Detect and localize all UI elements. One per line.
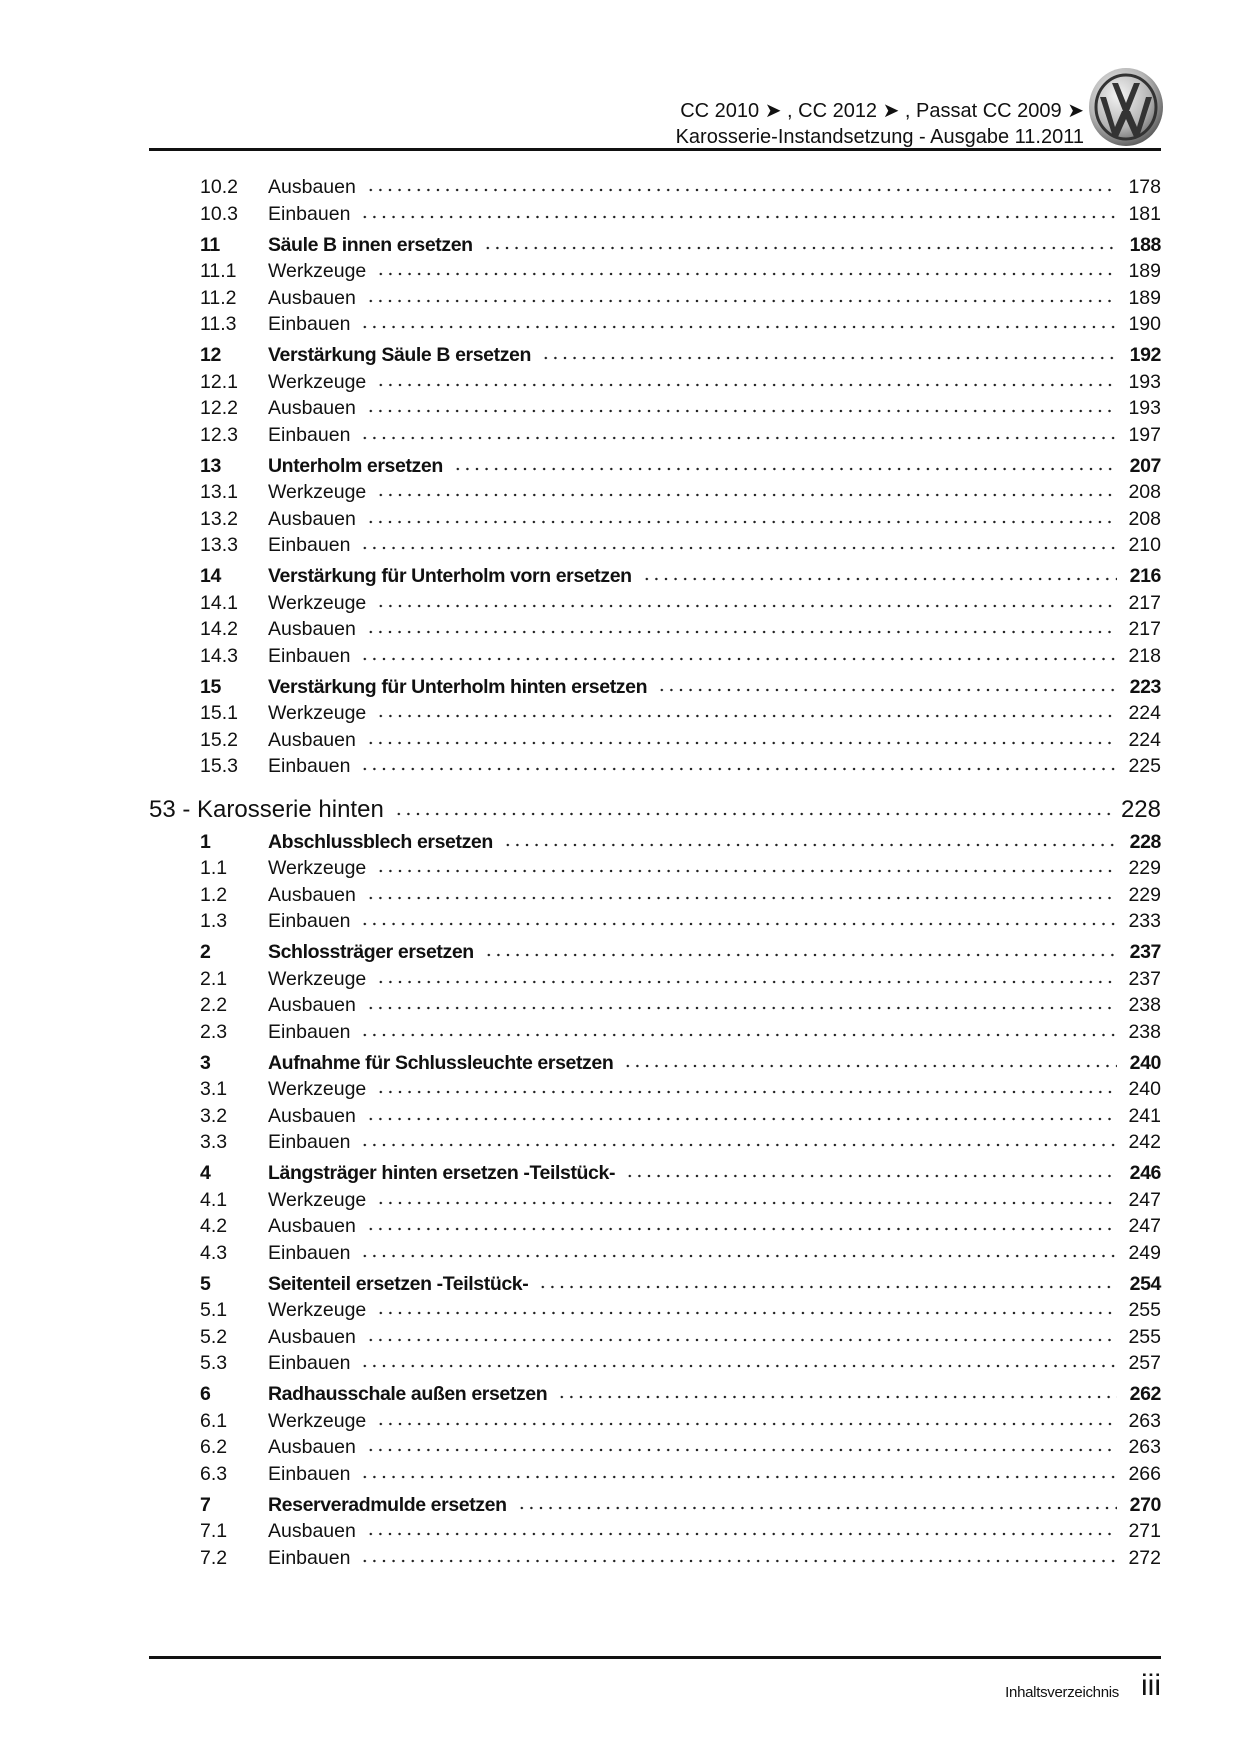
vw-logo-icon	[1088, 67, 1164, 147]
toc-page-number: 193	[1128, 397, 1161, 419]
dot-leader	[517, 1505, 1117, 1511]
toc-title: 53 - Karosserie hinten	[149, 795, 384, 823]
toc-number: 12	[200, 344, 221, 366]
toc-page-number: 217	[1128, 618, 1161, 640]
dot-leader	[376, 492, 1117, 498]
toc-page-number: 247	[1128, 1215, 1161, 1237]
toc-page-number: 255	[1128, 1325, 1161, 1348]
toc-title: Verstärkung für Unterholm vorn ersetzen	[268, 565, 632, 587]
toc-page-number: 218	[1128, 644, 1161, 667]
toc-number: 2	[200, 941, 211, 963]
dot-leader	[625, 1173, 1117, 1179]
dot-leader	[376, 1089, 1117, 1095]
toc-title: Abschlussblech ersetzen	[268, 830, 493, 853]
toc-page-number: 197	[1128, 423, 1161, 446]
toc-number: 11.1	[200, 260, 237, 282]
toc-title: Ausbauen	[268, 883, 356, 906]
dot-leader	[360, 1474, 1117, 1480]
toc-number: 15.3	[200, 755, 238, 777]
toc-number: 4	[200, 1162, 211, 1184]
toc-page-number: 270	[1129, 1493, 1161, 1516]
toc-entry[interactable]	[149, 729, 1161, 756]
toc-entry[interactable]	[149, 1242, 1161, 1269]
toc-number: 10.2	[200, 176, 238, 198]
toc-number: 10.3	[200, 202, 238, 225]
toc-section[interactable]	[149, 1052, 1161, 1079]
toc-page-number: 207	[1129, 454, 1161, 477]
dot-leader	[376, 1200, 1117, 1206]
toc-page-number: 192	[1129, 344, 1161, 366]
toc-number: 1.1	[200, 857, 228, 879]
toc-number: 15	[200, 675, 221, 698]
toc-entry[interactable]	[149, 1520, 1161, 1547]
toc-title: Reserveradmulde ersetzen	[268, 1493, 507, 1516]
toc-title: Seitenteil ersetzen -Teilstück-	[268, 1272, 529, 1295]
toc-number: 11	[200, 233, 220, 256]
dot-leader	[360, 766, 1117, 772]
toc-entry[interactable]	[149, 260, 1161, 287]
toc-number: 5.3	[200, 1352, 228, 1374]
toc-title: Werkzeuge	[268, 857, 367, 879]
toc-entry[interactable]	[149, 755, 1161, 782]
toc-title: Verstärkung Säule B ersetzen	[268, 344, 531, 366]
toc-title: Ausbauen	[268, 1436, 356, 1458]
toc-entry[interactable]	[149, 1078, 1161, 1105]
toc-number: 15.2	[200, 728, 238, 751]
toc-section[interactable]	[149, 1162, 1161, 1189]
header-models: CC 2010 ➤ , CC 2012 ➤ , Passat CC 2009 ➤	[680, 100, 1084, 122]
toc-number: 7.2	[200, 1546, 228, 1569]
toc-title: Ausbauen	[268, 1325, 356, 1348]
toc-entry[interactable]	[149, 618, 1161, 645]
toc-number: 3.2	[200, 1104, 228, 1127]
toc-title: Einbauen	[268, 1241, 351, 1264]
toc-title: Einbauen	[268, 910, 351, 932]
toc-page-number: 240	[1129, 1051, 1161, 1074]
toc-page-number: 242	[1128, 1131, 1161, 1153]
toc-entry[interactable]	[149, 397, 1161, 424]
toc-page-number: 216	[1129, 565, 1161, 587]
dot-leader	[484, 952, 1117, 958]
toc-number: 3	[200, 1051, 211, 1074]
toc-number: 6	[200, 1383, 211, 1405]
toc-page-number: 229	[1128, 883, 1161, 906]
dot-leader	[503, 842, 1117, 848]
toc-entry[interactable]	[149, 534, 1161, 561]
dot-leader	[360, 1032, 1117, 1038]
toc-title: Ausbauen	[268, 1215, 356, 1237]
header-rule	[149, 148, 1161, 151]
dot-leader	[366, 1447, 1117, 1453]
toc-number: 14.1	[200, 591, 238, 614]
toc-entry[interactable]	[149, 1189, 1161, 1216]
toc-number: 2.3	[200, 1020, 228, 1043]
toc-page-number: 263	[1128, 1436, 1161, 1458]
dot-leader	[366, 298, 1117, 304]
toc-number: 5.2	[200, 1325, 228, 1348]
table-of-contents	[149, 176, 1161, 1573]
toc-section[interactable]	[149, 344, 1161, 371]
dot-leader	[366, 1531, 1117, 1537]
toc-page-number: 238	[1128, 1020, 1161, 1043]
toc-title: Ausbauen	[268, 397, 356, 419]
toc-title: Werkzeuge	[268, 1409, 367, 1432]
toc-title: Werkzeuge	[268, 1188, 367, 1211]
dot-leader	[657, 687, 1117, 693]
toc-section[interactable]	[149, 676, 1161, 703]
toc-entry[interactable]	[149, 645, 1161, 672]
toc-page-number: 233	[1128, 910, 1161, 932]
toc-title: Längsträger hinten ersetzen -Teilstück-	[268, 1162, 616, 1184]
toc-number: 12.1	[200, 370, 238, 393]
toc-section[interactable]	[149, 831, 1161, 858]
dot-leader	[360, 921, 1117, 927]
toc-number: 5	[200, 1272, 211, 1295]
toc-entry[interactable]	[149, 508, 1161, 535]
toc-entry[interactable]	[149, 702, 1161, 729]
toc-entry[interactable]	[149, 592, 1161, 619]
toc-title: Ausbauen	[268, 176, 356, 198]
dot-leader	[538, 1284, 1117, 1290]
toc-number: 7.1	[200, 1520, 228, 1542]
toc-title: Werkzeuge	[268, 481, 367, 503]
toc-entry[interactable]	[149, 1463, 1161, 1490]
toc-number: 3.1	[200, 1078, 228, 1100]
toc-page-number: 228	[1129, 830, 1161, 853]
dot-leader	[360, 1558, 1117, 1564]
toc-page-number: 188	[1129, 233, 1161, 256]
toc-entry[interactable]	[149, 481, 1161, 508]
toc-section[interactable]	[149, 455, 1161, 482]
toc-page-number: 255	[1128, 1299, 1161, 1321]
toc-title: Aufnahme für Schlussleuchte ersetzen	[268, 1051, 614, 1074]
footer-label: Inhaltsverzeichnis	[1005, 1684, 1119, 1701]
toc-section[interactable]	[149, 234, 1161, 261]
toc-entry[interactable]	[149, 203, 1161, 230]
toc-entry[interactable]	[149, 287, 1161, 314]
toc-page-number: 254	[1129, 1272, 1161, 1295]
toc-entry[interactable]	[149, 1215, 1161, 1242]
toc-entry[interactable]	[149, 968, 1161, 995]
toc-number: 14.3	[200, 644, 238, 667]
toc-number: 13.3	[200, 534, 238, 556]
dot-leader	[366, 895, 1117, 901]
toc-entry[interactable]	[149, 1352, 1161, 1379]
header-title: Karosserie-Instandsetzung - Ausgabe 11.2011	[675, 126, 1084, 148]
dot-leader	[541, 355, 1117, 361]
dot-leader	[376, 713, 1117, 719]
dot-leader	[360, 1363, 1117, 1369]
toc-page-number: 228	[1120, 795, 1161, 823]
toc-section[interactable]	[149, 565, 1161, 592]
toc-entry[interactable]	[149, 1410, 1161, 1437]
toc-number: 2.2	[200, 994, 228, 1016]
toc-title: Ausbauen	[268, 1104, 356, 1127]
toc-title: Werkzeuge	[268, 591, 367, 614]
toc-page-number: 238	[1128, 994, 1161, 1016]
dot-leader	[366, 408, 1117, 414]
toc-number: 12.2	[200, 397, 238, 419]
footer-rule	[149, 1656, 1161, 1659]
toc-number: 6.2	[200, 1436, 228, 1458]
toc-page-number: 208	[1128, 507, 1161, 530]
dot-leader	[376, 271, 1117, 277]
toc-title: Schlossträger ersetzen	[268, 941, 474, 963]
toc-entry[interactable]	[149, 424, 1161, 451]
toc-number: 13.1	[200, 481, 238, 503]
toc-number: 1.2	[200, 883, 228, 906]
toc-section[interactable]	[149, 1383, 1161, 1410]
toc-page-number: 225	[1128, 755, 1161, 777]
dot-leader	[642, 576, 1117, 582]
toc-title: Einbauen	[268, 202, 351, 225]
toc-title: Werkzeuge	[268, 370, 367, 393]
toc-entry[interactable]	[149, 910, 1161, 937]
toc-entry[interactable]	[149, 176, 1161, 203]
toc-number: 3.3	[200, 1131, 228, 1153]
toc-number: 6.3	[200, 1462, 228, 1485]
toc-entry[interactable]	[149, 1547, 1161, 1574]
toc-title: Radhausschale außen ersetzen	[268, 1383, 548, 1405]
toc-number: 15.1	[200, 702, 238, 724]
toc-title: Unterholm ersetzen	[268, 454, 443, 477]
dot-leader	[483, 245, 1117, 251]
toc-entry[interactable]	[149, 1131, 1161, 1158]
toc-page-number: 247	[1128, 1188, 1161, 1211]
toc-page-number: 266	[1128, 1462, 1161, 1485]
dot-leader	[360, 545, 1117, 551]
toc-number: 13.2	[200, 507, 238, 530]
toc-page-number: 223	[1129, 675, 1161, 698]
toc-page-number: 193	[1128, 370, 1161, 393]
toc-title: Einbauen	[268, 1462, 351, 1485]
toc-title: Einbauen	[268, 1020, 351, 1043]
dot-leader	[366, 1226, 1117, 1232]
toc-title: Werkzeuge	[268, 702, 367, 724]
toc-page-number: 246	[1129, 1162, 1161, 1184]
toc-entry[interactable]	[149, 1021, 1161, 1048]
toc-title: Werkzeuge	[268, 967, 367, 990]
toc-title: Säule B innen ersetzen	[268, 233, 473, 256]
toc-number: 13	[200, 454, 221, 477]
toc-entry[interactable]	[149, 1326, 1161, 1353]
dot-leader	[394, 811, 1111, 817]
dot-leader	[557, 1394, 1117, 1400]
toc-title: Einbauen	[268, 644, 351, 667]
dot-leader	[366, 1337, 1117, 1343]
toc-number: 2.1	[200, 967, 228, 990]
toc-page-number: 189	[1128, 260, 1161, 282]
toc-page-number: 181	[1128, 202, 1161, 225]
toc-page-number: 190	[1128, 313, 1161, 335]
toc-entry[interactable]	[149, 857, 1161, 884]
toc-entry[interactable]	[149, 994, 1161, 1021]
toc-section[interactable]	[149, 1494, 1161, 1521]
dot-leader	[376, 979, 1117, 985]
toc-number: 14	[200, 565, 221, 587]
toc-page-number: 257	[1128, 1352, 1161, 1374]
dot-leader	[376, 1421, 1117, 1427]
toc-title: Werkzeuge	[268, 1299, 367, 1321]
toc-title: Ausbauen	[268, 994, 356, 1016]
toc-number: 12.3	[200, 423, 238, 446]
toc-page-number: 178	[1128, 176, 1161, 198]
toc-title: Einbauen	[268, 755, 351, 777]
toc-page-number: 208	[1128, 481, 1161, 503]
toc-number: 1.3	[200, 910, 228, 932]
toc-title: Einbauen	[268, 534, 351, 556]
document-header	[676, 98, 1084, 150]
dot-leader	[453, 466, 1117, 472]
toc-title: Ausbauen	[268, 507, 356, 530]
toc-number: 4.3	[200, 1241, 228, 1264]
toc-title: Werkzeuge	[268, 1078, 367, 1100]
toc-entry[interactable]	[149, 371, 1161, 398]
toc-page-number: 241	[1128, 1104, 1161, 1127]
dot-leader	[366, 187, 1117, 193]
dot-leader	[376, 382, 1117, 388]
toc-number: 1	[200, 830, 211, 853]
toc-title: Einbauen	[268, 1131, 351, 1153]
toc-section[interactable]	[149, 941, 1161, 968]
dot-leader	[360, 324, 1117, 330]
toc-title: Werkzeuge	[268, 260, 367, 282]
toc-number: 14.2	[200, 618, 238, 640]
dot-leader	[360, 1142, 1117, 1148]
toc-number: 5.1	[200, 1299, 228, 1321]
toc-title: Ausbauen	[268, 618, 356, 640]
toc-chapter[interactable]	[149, 796, 1161, 830]
dot-leader	[360, 656, 1117, 662]
toc-page-number: 237	[1129, 941, 1161, 963]
dot-leader	[366, 519, 1117, 525]
dot-leader	[623, 1063, 1117, 1069]
toc-entry[interactable]	[149, 1105, 1161, 1132]
toc-page-number: 249	[1128, 1241, 1161, 1264]
toc-entry[interactable]	[149, 1299, 1161, 1326]
dot-leader	[366, 1005, 1117, 1011]
page-number: iii	[1141, 1669, 1161, 1702]
toc-title: Ausbauen	[268, 286, 356, 309]
toc-number: 11.2	[200, 286, 237, 309]
toc-page-number: 262	[1129, 1383, 1161, 1405]
toc-title: Einbauen	[268, 313, 351, 335]
toc-page-number: 224	[1128, 728, 1161, 751]
toc-page-number: 263	[1128, 1409, 1161, 1432]
toc-number: 4.1	[200, 1188, 228, 1211]
toc-page-number: 272	[1128, 1546, 1161, 1569]
toc-entry[interactable]	[149, 884, 1161, 911]
dot-leader	[366, 1116, 1117, 1122]
toc-title: Einbauen	[268, 1546, 351, 1569]
toc-page-number: 229	[1128, 857, 1161, 879]
toc-title: Ausbauen	[268, 1520, 356, 1542]
toc-number: 11.3	[200, 313, 237, 335]
dot-leader	[376, 603, 1117, 609]
toc-page-number: 224	[1128, 702, 1161, 724]
dot-leader	[366, 740, 1117, 746]
toc-number: 7	[200, 1493, 211, 1516]
dot-leader	[376, 1310, 1117, 1316]
toc-page-number: 189	[1128, 286, 1161, 309]
toc-title: Einbauen	[268, 1352, 351, 1374]
toc-page-number: 237	[1128, 967, 1161, 990]
toc-entry[interactable]	[149, 1436, 1161, 1463]
dot-leader	[366, 629, 1117, 635]
toc-page-number: 240	[1128, 1078, 1161, 1100]
toc-title: Verstärkung für Unterholm hinten ersetzen	[268, 675, 648, 698]
dot-leader	[360, 435, 1117, 441]
toc-page-number: 210	[1128, 534, 1161, 556]
dot-leader	[360, 1253, 1117, 1259]
toc-page-number: 271	[1128, 1520, 1161, 1542]
dot-leader	[360, 214, 1117, 220]
toc-page-number: 217	[1128, 591, 1161, 614]
toc-section[interactable]	[149, 1273, 1161, 1300]
toc-number: 6.1	[200, 1409, 228, 1432]
dot-leader	[376, 868, 1117, 874]
toc-number: 4.2	[200, 1215, 228, 1237]
toc-title: Einbauen	[268, 423, 351, 446]
toc-title: Ausbauen	[268, 728, 356, 751]
toc-entry[interactable]	[149, 313, 1161, 340]
